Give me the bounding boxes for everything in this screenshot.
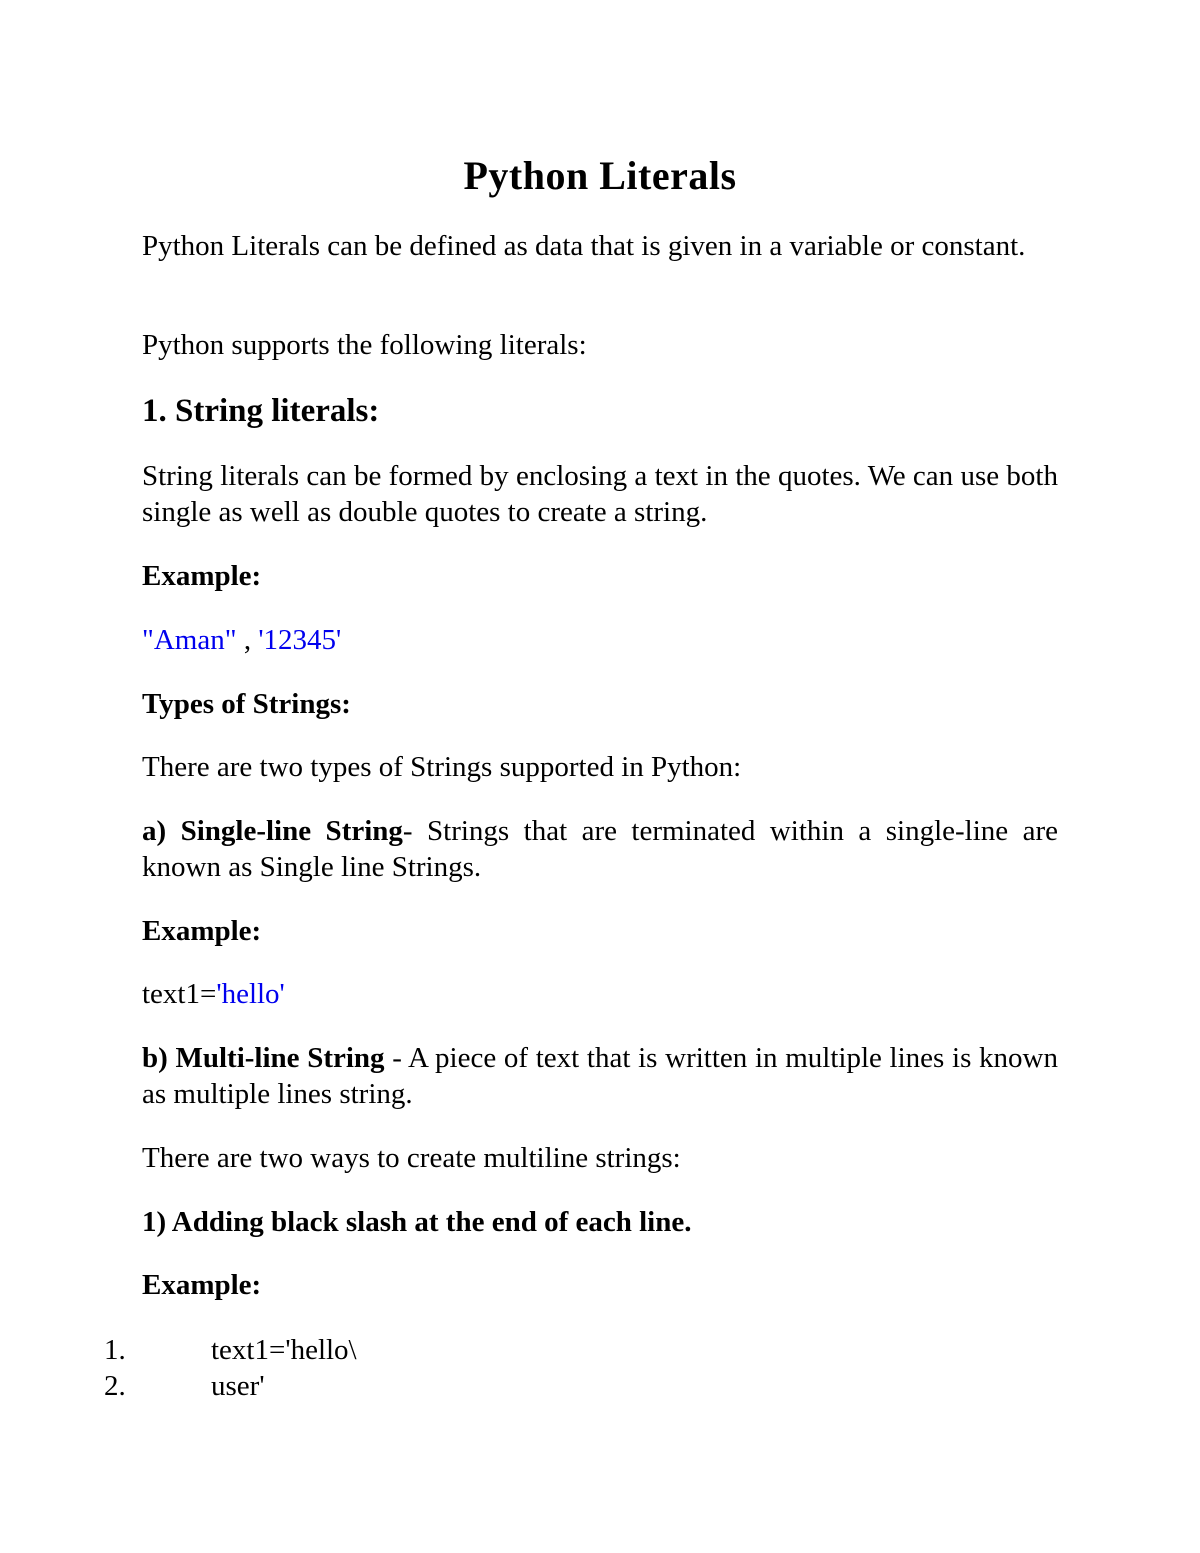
multi-line-label: b) Multi-line String [142,1042,385,1074]
multiline-ways-intro: There are two ways to create multiline strings: [142,1142,681,1174]
intro-paragraph: Python Literals can be defined as data that is given in a variable or constant. [142,230,1026,262]
string-example [142,622,1058,658]
example-string-digits: '12345' [258,624,342,656]
example-label: Example: [142,915,262,947]
example-label: Example: [142,1269,262,1301]
multi-line-description: - A piece of text that is written in multiple lines is known as multiple lines string. [142,1042,1058,1110]
code-string-value: 'hello' [216,978,285,1010]
code-prefix: text1= [142,978,217,1010]
code-line-number: 2. [104,1370,126,1402]
code-line-number: 1. [104,1334,126,1366]
string-literals-heading: 1. String literals: [142,393,380,429]
page-title: Python Literals [463,153,737,198]
single-line-label: a) Single-line String [142,815,403,847]
example-separator: , [236,624,259,656]
single-line-code [142,976,1058,1012]
single-line-paragraph [142,813,1058,885]
multi-line-paragraph [142,1040,1058,1112]
string-literals-description: String literals can be formed by enclosing a text in the quotes. We can use both single as well as double quotes to create a string. [142,460,1058,528]
single-line-description: - Strings that are terminated within a single-line are known as Single line Strings. [142,815,1058,883]
code-line: text1='hello\ [211,1334,357,1366]
types-intro: There are two types of Strings supported in Python: [142,751,742,783]
example-string-aman: "Aman" [142,624,237,656]
types-heading: Types of Strings: [142,688,351,720]
supports-paragraph: Python supports the following literals: [142,329,587,361]
way1-heading: 1) Adding black slash at the end of each line. [142,1206,692,1238]
example-label: Example: [142,560,262,592]
code-line: user' [211,1370,265,1402]
